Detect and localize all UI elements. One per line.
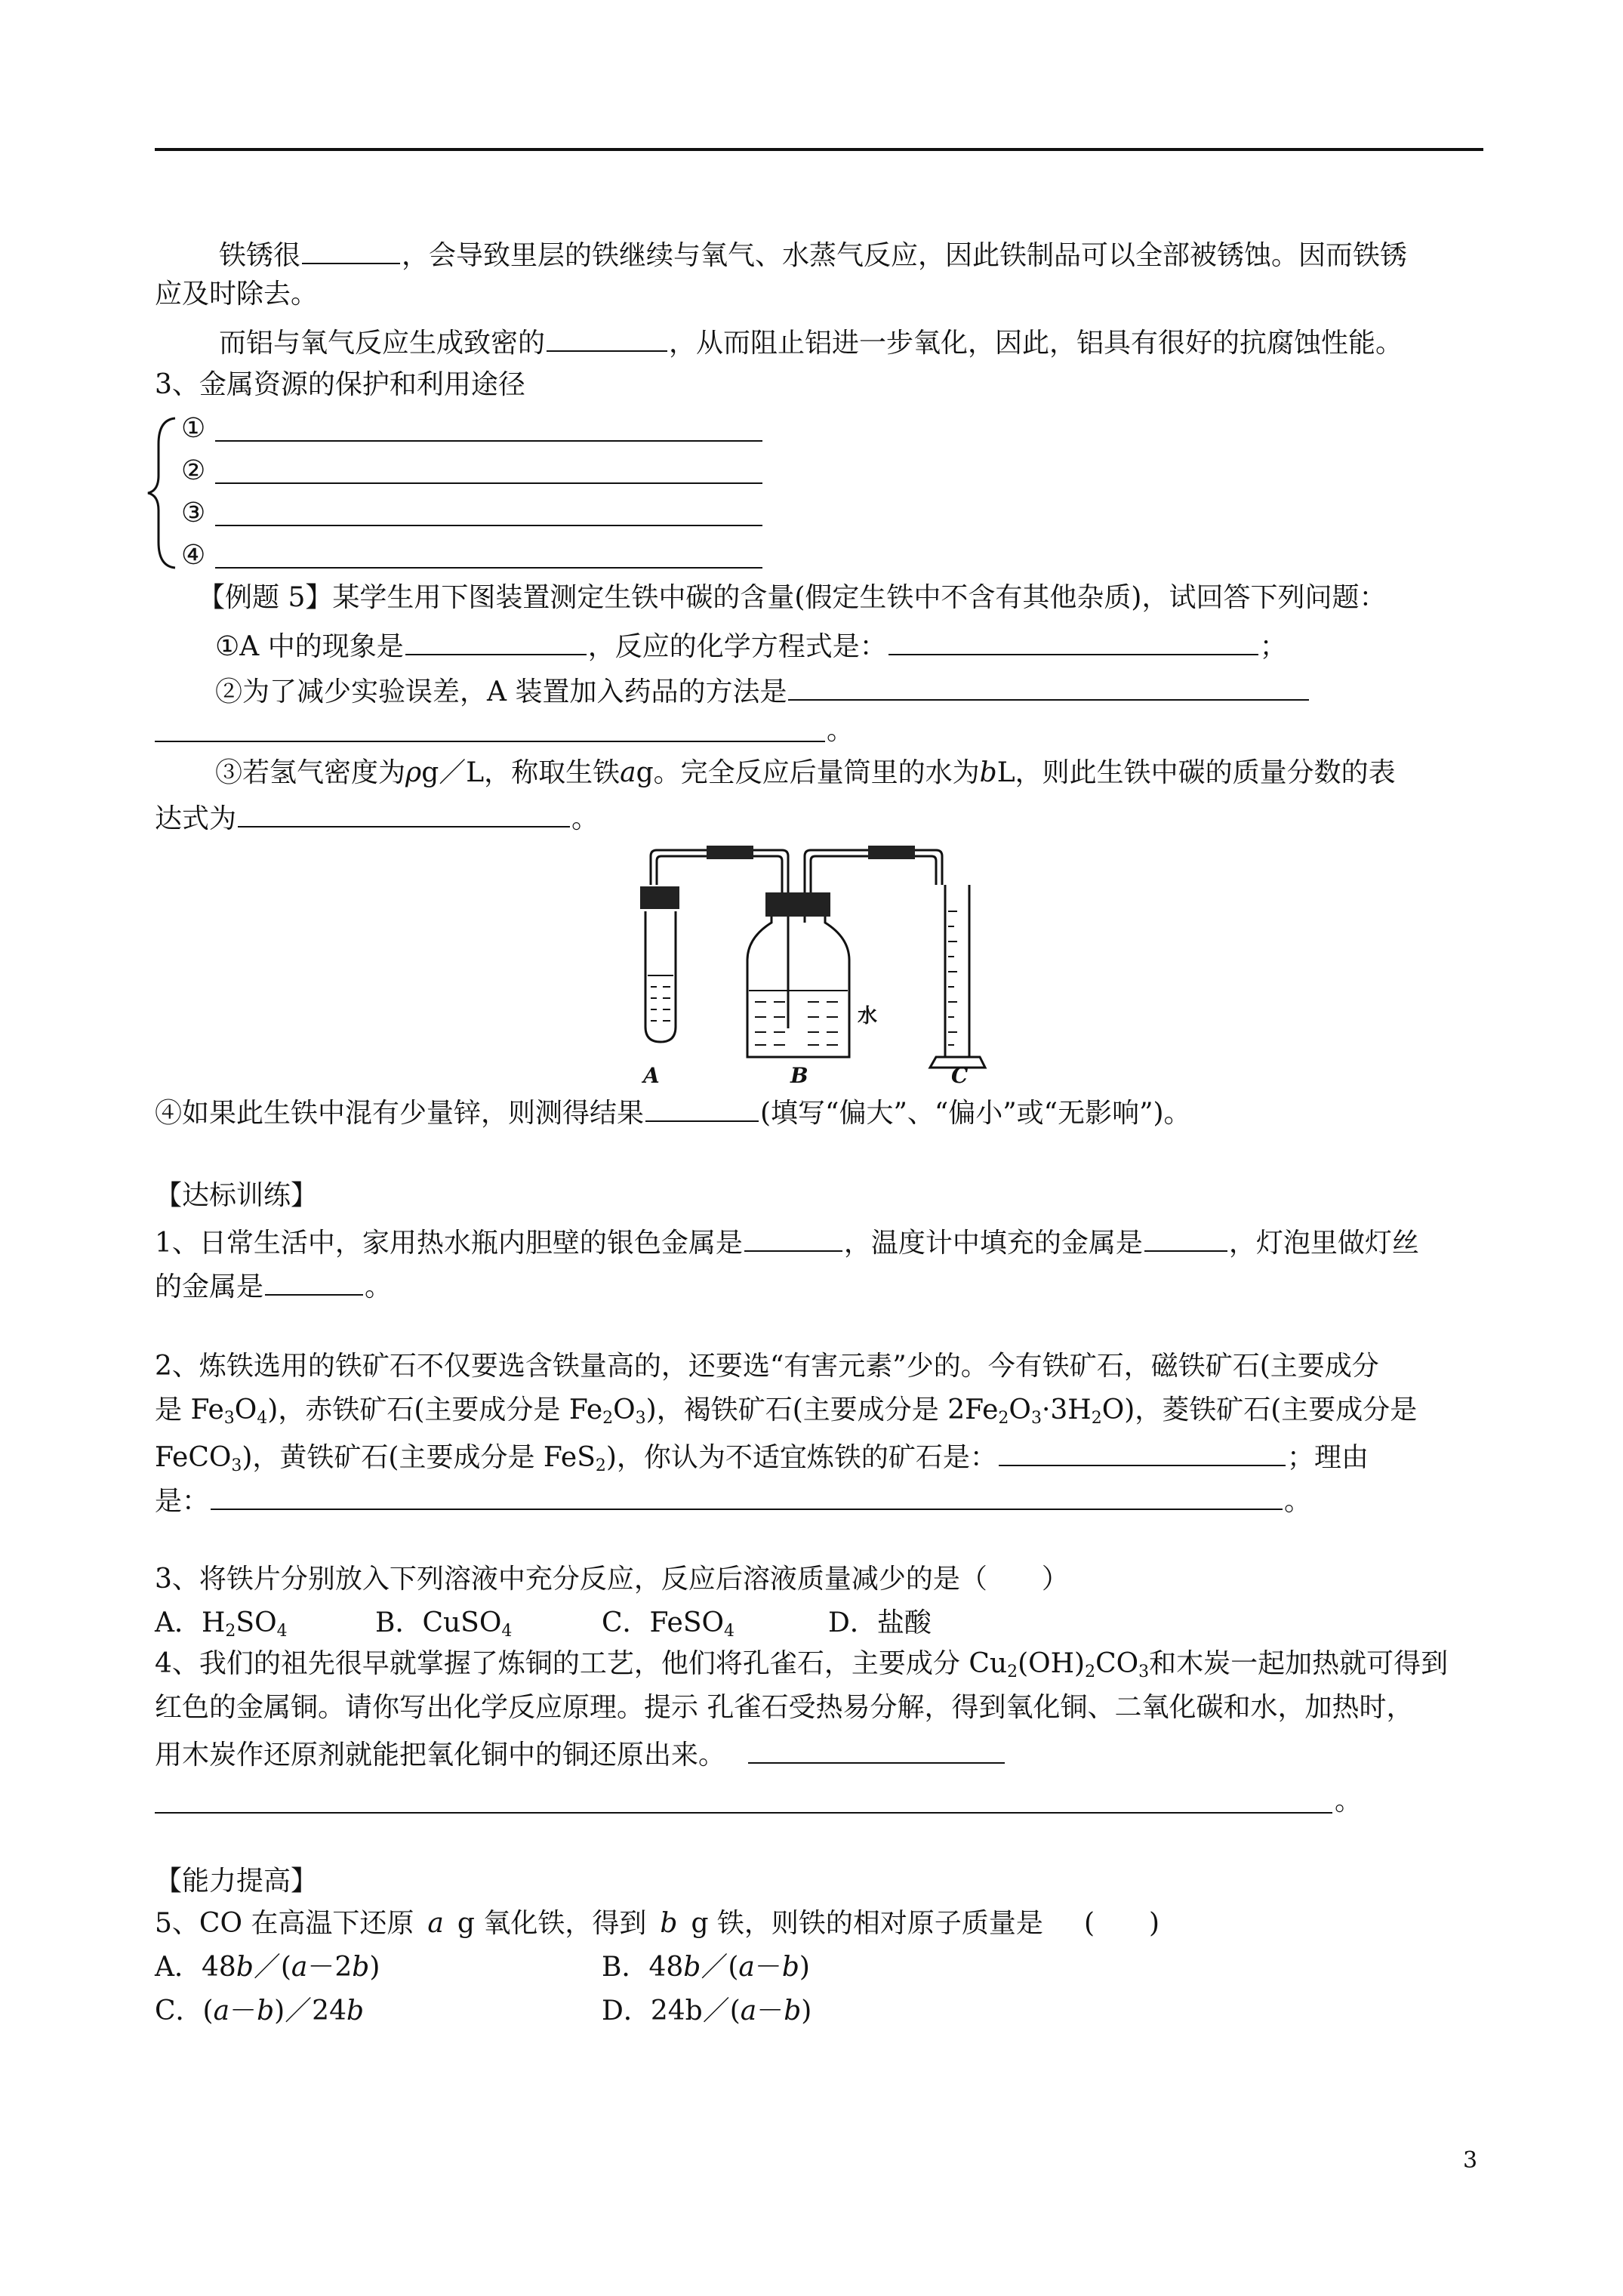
example5-q3-cont: 达式为 。	[155, 797, 599, 837]
advanced-q5: 5、CO 在高温下还原 a g 氧化铁，得到 b g 铁，则铁的相对原子质量是 ( )	[155, 1908, 1160, 1939]
example5-intro: 【例题 5】某学生用下图装置测定生铁中碳的含量(假定生铁中不含有其他杂质)，试回答下列问题：	[198, 582, 1387, 613]
advanced-option-d: D．24b／(a－b)	[602, 1996, 812, 2026]
figure-label-b: B	[790, 1063, 808, 1088]
blank-expression[interactable]	[238, 797, 570, 827]
practice-q3-option-d: D．盐酸	[828, 1607, 932, 1638]
practice-q4-line2: 红色的金属铜。请你写出化学反应原理。提示 孔雀石受热易分解，得到氧化铜、二氧化碳和水，加热时，	[155, 1692, 1414, 1723]
example5-q2-end: 。	[827, 715, 855, 746]
figure-label-a: A	[643, 1063, 660, 1088]
advanced-option-b: B．48b／(a－b)	[602, 1952, 810, 1983]
practice-q1-cont: 的金属是 。	[155, 1265, 392, 1305]
example5-q3: ③若氢气密度为ρg／L，称取生铁ag。完全反应后量筒里的水为bL，则此生铁中碳的质量分数的表	[215, 757, 1396, 788]
resource-item-2: ②	[181, 455, 206, 486]
practice-q2-line3: FeCO$_3$)，黄铁矿石(主要成分是 FeS$_2$)，你认为不适宜炼铁的矿石是： ；理由	[155, 1436, 1369, 1484]
resource-item-3: ③	[181, 498, 206, 529]
blank-reaction-1[interactable]	[748, 1734, 1005, 1764]
practice-heading: 【达标训练】	[155, 1180, 319, 1211]
paragraph-rust: 铁锈很 ，会导致里层的铁继续与氧气、水蒸气反应，因此铁制品可以全部被锈蚀。因而铁锈	[219, 234, 1407, 274]
practice-q3-option-c: C．FeSO$_4$	[602, 1607, 735, 1641]
page-number: 3	[1463, 2147, 1478, 2174]
resource-line-4[interactable]	[215, 567, 762, 569]
practice-q2-line4: 是： 。	[155, 1480, 1311, 1520]
section-title-resources: 3、金属资源的保护和利用途径	[155, 369, 525, 400]
practice-q3: 3、将铁片分别放入下列溶液中充分反应，反应后溶液质量减少的是（ ）	[155, 1564, 1069, 1595]
example5-q1: ①A 中的现象是 ，反应的化学方程式是： ；	[215, 625, 1287, 665]
practice-q1: 1、日常生活中，家用热水瓶内胆壁的银色金属是 ，温度计中填充的金属是 ，灯泡里做灯丝	[155, 1222, 1419, 1262]
practice-q3-option-a: A．$H_2SO_4$	[155, 1607, 288, 1641]
curly-brace-icon	[145, 414, 183, 572]
paragraph-rust-cont: 应及时除去。	[155, 279, 319, 310]
resource-item-1: ①	[181, 413, 206, 444]
blank-method[interactable]	[788, 670, 1309, 701]
practice-q3-option-b: B．CuSO$_4$	[375, 1607, 513, 1641]
resource-line-3[interactable]	[215, 525, 762, 526]
practice-q2-line2: 是 $Fe_3O_4$)，赤铁矿石(主要成分是 $Fe_2O_3$)，褐铁矿石(主要成分是 $2Fe_2O_3\cdot 3H_2O$)，菱铁矿石(主要成分是	[155, 1395, 1418, 1428]
advanced-option-a: A．48b／(a－2b)	[155, 1952, 380, 1983]
advanced-option-c: C．(a－b)／24b	[155, 1996, 365, 2026]
blank-thermometer-metal[interactable]	[1144, 1222, 1227, 1252]
blank-reaction-2[interactable]	[155, 1812, 1332, 1814]
practice-q2: 2、炼铁选用的铁矿石不仅要选含铁量高的，还要选“有害元素”少的。今有铁矿石，磁铁矿石(主要成分	[155, 1351, 1379, 1382]
blank-rust[interactable]	[302, 234, 400, 264]
resource-line-2[interactable]	[215, 482, 762, 484]
example5-q4: ④如果此生铁中混有少量锌，则测得结果 (填写“偏大”、“偏小”或“无影响”)。	[155, 1092, 1191, 1132]
blank-result[interactable]	[645, 1092, 759, 1122]
resource-line-1[interactable]	[215, 440, 762, 442]
advanced-heading: 【能力提高】	[155, 1866, 319, 1897]
blank-silver-metal[interactable]	[744, 1222, 842, 1252]
blank-filament-metal[interactable]	[265, 1265, 363, 1296]
figure-label-water: 水	[858, 1005, 878, 1028]
figure-label-c: C	[951, 1063, 969, 1088]
practice-q4-line3: 用木炭作还原剂就能把氧化铜中的铜还原出来。	[155, 1734, 1006, 1774]
example5-q2: ②为了减少实验误差，A 装置加入药品的方法是	[215, 670, 1310, 710]
blank-reason[interactable]	[211, 1480, 1283, 1510]
blank-aluminum[interactable]	[547, 322, 667, 352]
blank-equation[interactable]	[888, 625, 1258, 655]
practice-q4: 4、我们的祖先很早就掌握了炼铜的工艺，他们将孔雀石，主要成分 $Cu_2(OH)_2CO_3$和木炭一起加热就可得到	[155, 1648, 1449, 1681]
blank-method-cont[interactable]	[155, 741, 825, 742]
apparatus-figure	[604, 840, 1012, 1089]
blank-unsuitable-ore[interactable]	[999, 1436, 1286, 1466]
blank-a-phenomenon[interactable]	[405, 625, 587, 655]
paragraph-aluminum: 而铝与氧气反应生成致密的 ，从而阻止铝进一步氧化，因此，铝具有很好的抗腐蚀性能。	[219, 322, 1403, 362]
header-rule	[155, 148, 1483, 151]
practice-q4-end: 。	[1335, 1786, 1363, 1817]
resource-item-4: ④	[181, 540, 206, 571]
